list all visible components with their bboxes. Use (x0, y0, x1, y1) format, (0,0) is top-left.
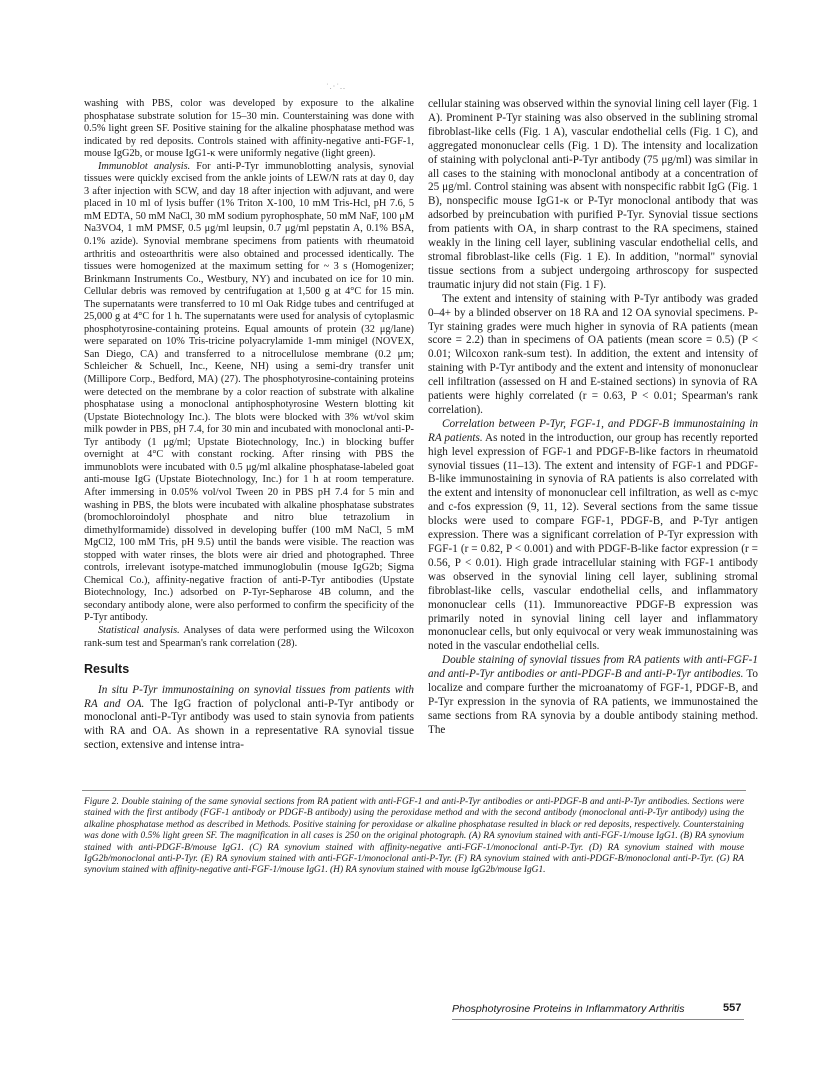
results-paragraph-double-staining (428, 654, 758, 737)
methods-paragraph-staining: washing with PBS, color was developed by exposure to the alkaline phosphatase substrate solution for 15–30 min. Counterstaining was done with 0.5% light green SF. Positive staining for the alkaline phosphatase method was indicated by red deposits. Controls stained with affinity-negative anti-FGF-1, mouse IgG2b, or mouse IgG1-κ were uniformly negative (light green). (84, 98, 414, 160)
run-in-heading-immunoblot: Immunoblot analysis. (98, 160, 191, 172)
scan-artifact-stamp: ˙.·˙.. (326, 82, 346, 91)
statistics-body: Analyses of data were performed using the Wilcoxon rank-sum test and Spearman's rank correlation (28). (84, 624, 414, 649)
results-paragraph-correlation (428, 418, 758, 654)
methods-paragraph-statistics (84, 625, 414, 650)
run-in-heading-double-staining: Double staining of synovial tissues from RA patients with anti-FGF-1 and anti-P-Tyr antibodies or anti-PDGF-B and anti-P-Tyr antibodies. (428, 654, 758, 681)
correlation-body: As noted in the introduction, our group has recently reported high level expression of FGF-1 and PDGF-B-like factors in rheumatoid synovial tissues (11–13). The extent and intensity of FGF-1 and PDGF-B-like immunostaining in synovia of RA patients is also correlated with the extent and intensity of mononuclear cell infiltration, as well as c-myc and c-fos expression (9, 11, 12). Several sections from the same tissue blocks were used to compare FGF-1, PDGF-B, and P-Tyr antigen expression. There was a significant correlation of P-Tyr expression with FGF-1 (r = 0.82, P < 0.001) and with PDGF-B-like factor expression (r = 0.56, P < 0.01). High grade intracellular staining with FGF-1 antibody was observed in the synovial lining cell layer, sublining stromal fibroblast-like cells, vascular endothelial cells, and inflammatory mononuclear cells (11). Immunoreactive PDGF-B expression was primarily noted in synovial lining cell layer and inflammatory mononuclear cells, but only equivocal or very weak immunostaining was noted in the vascular endothelial cells. (428, 431, 759, 653)
double-staining-body: To localize and compare further the microanatomy of FGF-1, PDGF-B, and P-Tyr expression in the synovia of RA patients, we immunostained the same sections from RA synovia by a double antibody staining method. The (428, 668, 758, 736)
ptyr-body: The IgG fraction of polyclonal anti-P-Tyr antibody or monoclonal anti-P-Tyr antibody was used to stain synovia from patients with RA and OA. As shown in a representative RA synovial tissue section, extensive and intense intra- (84, 697, 414, 752)
right-column (428, 98, 758, 738)
page-number: 557 (723, 1002, 742, 1014)
results-paragraph-continued: cellular staining was observed within the synovial lining cell layer (Fig. 1 A). Prominent P-Tyr staining was also observed in the sublining stromal fibroblast-like cells (Fig. 1 A), vascular endothelial cells (Fig. 1 C), and aggregated mononuclear cells (Fig. 1 D). The intensity and localization of staining with polyclonal anti-P-Tyr antibody (75 μg/ml) was similar in all cases to the staining with monoclonal antibody at a concentration of 25 μg/ml. Control staining was absent with nonspecific rabbit IgG (Fig. 1 B), nonspecific mouse IgG1-κ or P-Tyr monoclonal antibody that was adsorbed by preincubation with purified P-Tyr. Synovial tissue sections from patients with OA, in sharp contrast to the RA specimens, stained weakly in the lining cell layer, sublining vascular endothelial cells, and stromal fibroblast-like cells (Fig. 1 E). In addition, "normal" synovial tissue sections from a subject undergoing arthroscopy for suspected traumatic injury did not stain (Fig. 1 F). (428, 98, 758, 291)
footer-divider (452, 1019, 744, 1020)
results-paragraph-ptyr (84, 684, 414, 754)
methods-paragraph-immunoblot (84, 161, 414, 625)
run-in-heading-ptyr: In situ P-Tyr immunostaining on synovial tissues from patients with RA and OA. (84, 683, 414, 710)
running-footer-title: Phosphotyrosine Proteins in Inflammatory Arthritis (452, 1003, 685, 1015)
left-column (84, 98, 414, 753)
run-in-heading-correlation: Correlation between P-Tyr, FGF-1, and PDGF-B immunostaining in RA patients. (428, 417, 758, 444)
results-heading: Results (84, 662, 130, 677)
figure-2-caption: Figure 2. Double staining of the same synovial sections from RA patient with anti-FGF-1 and anti-P-Tyr antibodies or anti-PDGF-B and anti-P-Tyr antibodies. Sections were stained with the first antibody (FGF-1 antibody or PDGF-B antibody) using the peroxidase method and with the second antibody (monoclonal anti-P-Tyr antibody) using the alkaline phosphatase method as described in Methods. Positive staining for peroxidase or alkaline phosphatase resulted in black or red deposits, respectively. Counterstaining was done with 0.5% light green SF. The magnification in all cases is 250 on the original photograph. (A) RA synovium stained with anti-FGF-1/mouse IgG1. (B) RA synovium stained with anti-PDGF-B/mouse IgG1. (C) RA synovium stained with affinity-negative anti-FGF-1/monoclonal anti-P-Tyr. (D) RA synovium stained with mouse IgG2b/monoclonal anti-P-Tyr. (E) RA synovium stained with anti-FGF-1/monoclonal anti-P-Tyr. (F) RA synovium stained with anti-PDGF-B/monoclonal anti-P-Tyr. (G) RA synovium stained with affinity-negative anti-FGF-1/mouse IgG1. (H) RA synovium stained with mouse IgG2b/mouse IgG1. (84, 797, 744, 876)
results-paragraph-grading: The extent and intensity of staining with P-Tyr antibody was graded 0–4+ by a blinded observer on 18 RA and 12 OA synovial specimens. P-Tyr staining grades were much higher in synovia of RA patients (mean score = 2.2) than in specimens of OA patients (mean score = 0.5) (P < 0.01; Wilcoxon rank-sum test). In addition, the extent and intensity of staining with P-Tyr antibody and the extent and intensity of mononuclear cell infiltration (assessed on H and E-stained sections) in synovia of RA patients were highly correlated (r = 0.63, P < 0.01; Spearman's rank correlation). (428, 292, 758, 416)
caption-divider (82, 790, 746, 791)
immunoblot-body: For anti-P-Tyr immunoblotting analysis, synovial tissues were quickly excised from the ankle joints of LEW/N rats at day 0, day 3 after injection with SCW, and day 18 after injection with adjuvant, and were placed in 10 ml of lysis buffer (1% Triton X-100, 10 mM Tris-Hcl, pH 7.6, 5 mM EDTA, 50 mM NaCl, 30 mM sodium pyrophosphate, 50 mM NaF, 100 μM Na3VO4, 1 mM PMSF, 0.5 μg/ml leupsin, 0.7 μg/ml pepstatin A, 0.1% BSA, 0.1% azide). Synovial membrane specimens from patients with rheumatoid arthritis and osteoarthritis were also obtained and processed identically. The tissues were homogenized at the maximum setting for ~ 3 s (Homogenizer; Brinkmann Instruments Co., Westbury, NY) and incubated on ice for 10 min. Cellular debris was removed by centrifugation at 1,500 g at 4°C for 15 min. The supernatants were transferred to 10 ml Oak Ridge tubes and centrifuged at 25,000 g at 4°C for 1 h. The supernatants were used for analysis of cytoplasmic phosphotyrosine-containing proteins. Equal amounts of protein (32 μg/lane) were separated on 10% Tris-tricine polyacrylamide 1-mm minigel (NOVEX, San Diego, CA) and transferred to a nitrocellulose membrane (0.2 μm; Schleicher & Schuell, Inc., Keene, NH) using a semi-dry transfer unit (Millipore Corp., Bedford, MA) (27). The phosphotyrosine-containing proteins were detected on the membrane by a color reaction of substrate with alkaline phosphatase using a monoclonal antiphosphotyrosine Western blotting kit (Upstate Biotechnology Inc.). The blots were blocked with 3% wt/vol skim milk powder in PBS, pH 7.4, for 30 min and incubated with monoclonal anti-P-Tyr antibody (1 μg/ml; Upstate Biotechnology, Inc.) in blocking buffer overnight at 4°C with constant rocking. After rinsing with PBS the immunoblots were incubated with 0.5 μg/ml alkaline phosphatase-labeled goat anti-mouse IgG (Upstate Biotechnology, Inc.) for 1 h at room temperature. After immersing in 0.05% vol/vol Tween 20 in PBS pH 7.4 for 5 min and washing in PBS, the blots were incubated with alkaline phosphatase substrates (bromochloroindolyl phosphate and nitro blue tetrazolium in dimethylformamide) dissolved in developing buffer (100 mM NaCl, 5 mM MgCl2, 100 mM Tris, pH 9.5) until the bands were visible. The reaction was stopped with water rinses, the blots were air dried and photographed. Three controls, irrelevant isotype-matched immunoglobulin (mouse IgG2b; Sigma Chemical Co.), affinity-negative fraction of anti-P-Tyr antibodies (Upstate Biotechnology, Inc.) adsorbed on P-Tyr-Sepharose 4B column, and the secondary antibody alone, were also performed to confirm the specificity of the P-Tyr antibody. (84, 160, 414, 624)
run-in-heading-statistics: Statistical analysis. (98, 624, 180, 636)
